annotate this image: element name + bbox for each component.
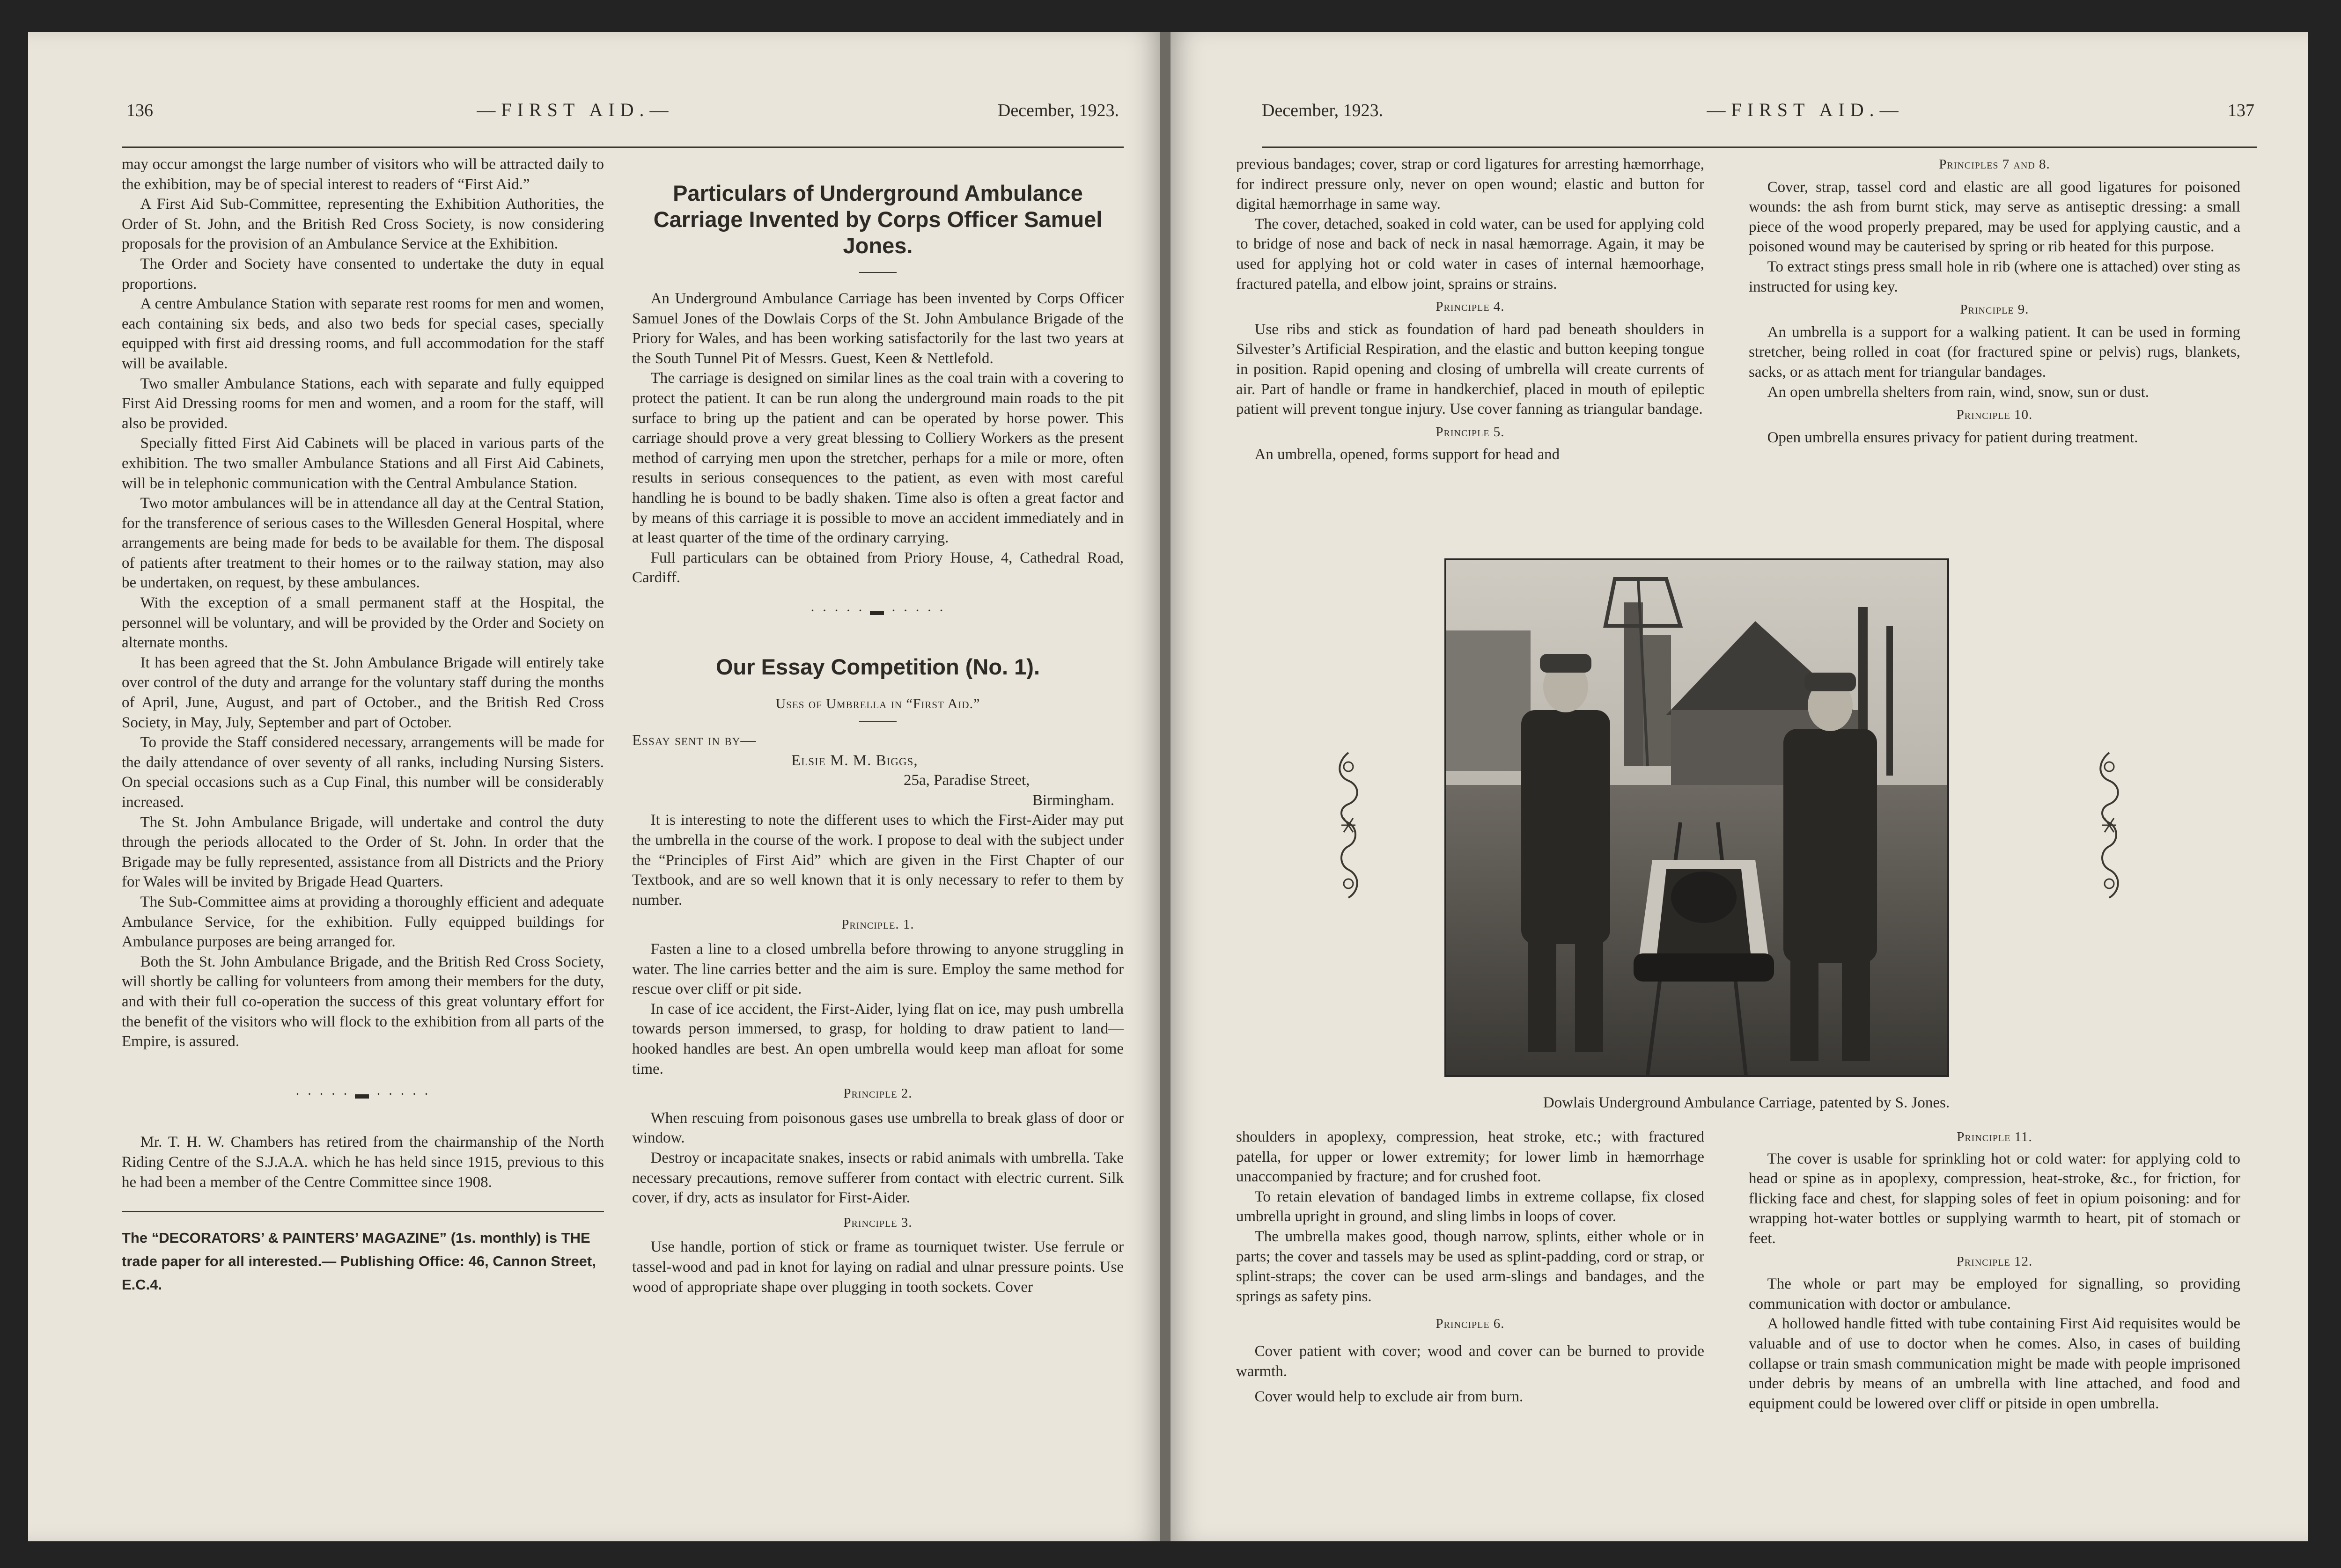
- photo-caption: Dowlais Underground Ambulance Carriage, patented by S. Jones.: [1543, 1094, 1950, 1111]
- principle-heading: Principle 4.: [1436, 299, 1505, 315]
- section-ornament: · · · · · ▬ · · · · ·: [295, 1086, 431, 1102]
- principle-heading: Principle. 1.: [841, 917, 914, 932]
- left-page: [28, 32, 1161, 1541]
- essay-paragraph: To extract stings press small hole in rib (where one is attached) over sting as instructed for using key.: [1749, 258, 2240, 295]
- essay-sent-in-by: Essay sent in by—: [632, 732, 757, 749]
- essay-paragraph: A hollowed handle fitted with tube containing First Aid requisites would be valuable and of use to doctor when he comes. Also, in cases of building collapse or train smash communication might be made with people imprisoned under debris by means of an umbrella with line attached, and food and equipment could be lowered over cliff or pitside in open umbrella.: [1749, 1315, 2240, 1412]
- photo-illustration: [1446, 560, 1947, 1075]
- essay-paragraph: Use ribs and stick as foundation of hard pad beneath shoulders in Silvester’s Artificial Respiration, and the elastic and button keeping tongue in position. Rapid opening and closing of umbrella will create currents of air. Part of handle or frame in handkerchief, placed in mouth of epileptic patient will prevent tongue injury. Use cover fanning as triangular bandage.: [1236, 321, 1704, 418]
- principle-heading: Principle 12.: [1956, 1253, 2033, 1269]
- title-divider: [859, 272, 897, 273]
- paragraph: Both the St. John Ambulance Brigade, and the British Red Cross Society, will shortly be calling for volunteers from among their members for the duty, and with their full co-operation the success of this great voluntary effort for the benefit of the visitors who will flock to the exhibition from all parts of the Empire, is assured.: [122, 953, 604, 1050]
- right-page: [1170, 32, 2308, 1541]
- page-number: 137: [2227, 101, 2254, 120]
- running-title: —FIRST AID.—: [477, 99, 674, 120]
- essay-paragraph: The cover is usable for sprinkling hot or cold water: for applying cold to head or spine as in apoplexy, compression, heat-stroke, &c., for friction, for flicking face and chest, for slapping soles of feet in opium poisoning: and for wrapping hot-water bottles or supplying warmth to heart, pit of stomach or feet.: [1749, 1150, 2240, 1247]
- paragraph: A First Aid Sub-Committee, representing the Exhibition Authorities, the Order of St. John, and the British Red Cross Society, is now considering proposals for the provision of an Ambulance Service at the Exhibition.: [122, 196, 604, 253]
- essay-paragraph: An umbrella is a support for a walking patient. It can be used in forming stretcher, being rolled in coat (for fractured spine or pelvis) rugs, blankets, sacks, or as attach ment for triangular bandages.: [1749, 323, 2240, 381]
- right-top-column-b: [1749, 154, 2240, 447]
- scroll-ornament-left: [1334, 748, 1362, 902]
- essay-paragraph: Open umbrella ensures privacy for patient during treatment.: [1767, 429, 2138, 446]
- principle-heading: Principle 2.: [843, 1086, 913, 1101]
- paragraph: To provide the Staff considered necessary, arrangements will be made for the daily attendance of over seventy of all ranks, including Nursing Sisters. On special occasions such as a Cup Final, this number will be considerably increased.: [122, 734, 604, 811]
- principle-heading: Principle 9.: [1960, 302, 2029, 317]
- essay-paragraph: When rescuing from poisonous gases use umbrella to break glass of door or window.: [632, 1109, 1124, 1147]
- essay-paragraph: The whole or part may be employed for signalling, so providing communication with doctor or ambulance.: [1749, 1275, 2240, 1312]
- principle-heading: Principle 11.: [1957, 1129, 2032, 1144]
- header-rule: [1262, 147, 2257, 148]
- essay-intro: It is interesting to note the different uses to which the First-Aider may put the umbrella in the course of the work. I propose to deal with the subject under the “Principles of First Aid” which are given in the First Chapter of our Textbook, and are so well known that it is only necessary to refer to them by number.: [632, 812, 1124, 909]
- essay-paragraph: shoulders in apoplexy, compression, heat stroke, etc.; with fractured patella, for upper or lower extremity; for lower limb in hæmorrhage unaccompanied by fracture; and for crushed foot.: [1236, 1128, 1704, 1186]
- paragraph: It has been agreed that the St. John Ambulance Brigade will entirely take over control of the duty and arrange for the voluntary staff during the months of April, June, August, and part of October., and the British Red Cross Society, in May, July, September and part of October.: [122, 654, 604, 731]
- essay-author: Elsie M. M. Biggs,: [791, 752, 918, 769]
- essay-paragraph: Destroy or incapacitate snakes, insects or rabid animals with umbrella. Take necessary precautions, remove sufferer from contact with electric current. Silk cover, if dry, acts as insulator for First-Aider.: [632, 1149, 1124, 1207]
- principle-heading: Principles 7 and 8.: [1939, 157, 2050, 172]
- article-paragraph: Full particulars can be obtained from Priory House, 4, Cathedral Road, Cardiff.: [632, 549, 1124, 586]
- essay-paragraph: An open umbrella shelters from rain, wind, snow, sun or dust.: [1767, 383, 2149, 401]
- essay-address-2: Birmingham.: [1032, 791, 1114, 809]
- issue-date: December, 1923.: [1262, 101, 1384, 120]
- essay-paragraph: The cover, detached, soaked in cold water, can be used for applying cold to bridge of nose and back of neck in nasal hæmorrage. Again, it may be used for applying hot or cold water in cases of internal hæmoorhage, fractured patella, and elbow joint, sprains or strains.: [1236, 215, 1704, 293]
- scroll-ornament-right: [2095, 748, 2123, 902]
- paragraph: Two motor ambulances will be in attendance all day at the Central Station, for the transference of serious cases to the Willesden General Hospital, where arrangements are being made for beds to be available for them. The disposal of patients after treatment to their homes or to the railway station, may also be undertaken, on request, by these ambulances.: [122, 495, 604, 592]
- issue-date: December, 1923.: [997, 101, 1119, 120]
- left-page-header: [126, 93, 1119, 121]
- magazine-advert: The “DECORATORS’ & PAINTERS’ MAGAZINE” (1s. monthly) is THE trade paper for all interested.— Publishing Office: 46, Cannon Street, E.C.4.: [122, 1230, 596, 1293]
- essay-subtitle: Uses of Umbrella in “First Aid.”: [775, 696, 980, 711]
- essay-title: Our Essay Competition (No. 1).: [715, 654, 1040, 679]
- essay-paragraph: Use handle, portion of stick or frame as tourniquet twister. Use ferrule or tassel-wood and pad in knot for laying on radial and ulnar pressure points. Use wood of appropriate shape over plugging in tooth sockets. Cover: [632, 1238, 1124, 1296]
- chambers-note: Mr. T. H. W. Chambers has retired from the chairmanship of the North Riding Centre of the S.J.A.A. which he has held since 1915, previous to this he had been a member of the Centre Committee since 1908.: [122, 1134, 604, 1191]
- paragraph: may occur amongst the large number of visitors who will be attracted daily to the exhibition, may be of special interest to readers of “First Aid.”: [122, 156, 604, 193]
- principle-heading: Principle 3.: [843, 1215, 913, 1230]
- ambulance-article-title: Particulars of Underground Ambulance Carriage Invented by Corps Officer Samuel Jones.: [653, 181, 1103, 258]
- article-paragraph: An Underground Ambulance Carriage has been invented by Corps Officer Samuel Jones of the Dowlais Corps of the St. John Ambulance Brigade of the Priory for Wales, and has been working satisfactorily for the last two years at the South Tunnel Pit of Messrs. Guest, Keen & Nettlefold.: [632, 290, 1124, 367]
- principle-heading: Principle 10.: [1956, 407, 2033, 423]
- essay-paragraph: Cover patient with cover; wood and cover can be burned to provide warmth.: [1236, 1342, 1704, 1380]
- essay-address-1: 25a, Paradise Street,: [904, 772, 1030, 789]
- essay-paragraph: Fasten a line to a closed umbrella before throwing to anyone struggling in water. The line carries better and the aim is sure. Employ the same method for rescue over cliff or pit side.: [632, 941, 1124, 998]
- paragraph: With the exception of a small permanent staff at the Hospital, the personnel will be voluntary, and will be provided by the Order and Society on alternate months.: [122, 594, 604, 652]
- right-bottom-column-b: [1749, 1127, 2240, 1414]
- paragraph: Specially fitted First Aid Cabinets will be placed in various parts of the exhibition. The two smaller Ambulance Stations and all First Aid Cabinets, will be in telephonic communication with the Central Ambulance Station.: [122, 435, 604, 492]
- paragraph: The Order and Society have consented to undertake the duty in equal proportions.: [122, 255, 604, 293]
- section-ornament: · · · · · ▬ · · · · ·: [810, 602, 946, 618]
- paragraph: The St. John Ambulance Brigade, will undertake and control the duty through the periods allocated to the Order of St. John. In order that the Brigade may be fully represented, assistance from all Districts and the Priory for Wales will be invited by Brigade Head Quarters.: [122, 813, 604, 891]
- book-gutter: [1160, 32, 1171, 1541]
- essay-paragraph: Cover would help to exclude air from burn.: [1254, 1388, 1524, 1406]
- paragraph: Two smaller Ambulance Stations, each with separate and fully equipped First Aid Dressing rooms for men and women, and a room for the staff, will also be provided.: [122, 375, 604, 432]
- principle-heading: Principle 6.: [1436, 1316, 1505, 1332]
- ambulance-carriage-photo: [1444, 558, 1949, 1077]
- essay-paragraph: An umbrella, opened, forms support for head and: [1254, 446, 1560, 463]
- paragraph: A centre Ambulance Station with separate rest rooms for men and women, each containing six beds, and also two beds for special cases, specially equipped with first aid dressing rooms, and full accommodation for the staff will be available.: [122, 295, 604, 372]
- essay-paragraph: In case of ice accident, the First-Aider, lying flat on ice, may push umbrella towards person immersed, to grasp, for holding to draw patient to land—hooked handles are best. An open umbrella would keep man afloat for some time.: [632, 1000, 1124, 1077]
- header-rule: [122, 147, 1124, 148]
- essay-paragraph: Cover, strap, tassel cord and elastic are all good ligatures for poisoned wounds: the ash from burnt stick, may serve as antiseptic dressing: a small piece of the wood properly prepared, may be used for applying caustic, and a poisoned wound may be cauterised by spring or rib heated for this purpose.: [1749, 178, 2240, 256]
- subtitle-divider: [859, 721, 897, 722]
- paragraph: The Sub-Committee aims at providing a thoroughly efficient and adequate Ambulance Service, for the exhibition. Fully equipped buildings for Ambulance purposes are being arranged for.: [122, 893, 604, 951]
- right-top-column-a: [1236, 154, 1704, 465]
- advert-rule: [122, 1211, 604, 1212]
- right-page-header: [1262, 93, 2254, 121]
- running-title: —FIRST AID.—: [1707, 99, 1904, 120]
- right-bottom-column-a: [1236, 1127, 1704, 1407]
- essay-paragraph: To retain elevation of bandaged limbs in extreme collapse, fix closed umbrella upright in ground, and sling limbs in loops of cover.: [1236, 1188, 1704, 1225]
- principle-heading: Principle 5.: [1436, 424, 1505, 440]
- essay-paragraph: The umbrella makes good, though narrow, splints, either whole or in parts; the cover and tassels may be used as splint-padding, cord or strap, or splint-straps; the cover can be used arm-slings and bandages, and the springs as safety pins.: [1236, 1228, 1704, 1305]
- essay-paragraph: previous bandages; cover, strap or cord ligatures for arresting hæmorrhage, for indirect pressure only, never on open wound; elastic and button for digital hæmorrhage in same way.: [1236, 156, 1704, 213]
- left-column-1: [122, 154, 604, 1297]
- article-paragraph: The carriage is designed on similar lines as the coal train with a covering to protect the patient. It can be run along the underground main roads to the pit surface to bring up the patient and can be operated by horse power. This carriage should prove a very great blessing to Colliery Workers as the present method of carrying men upon the stretcher, perhaps for a mile or more, often results in serious consequences to the patient, as even with most careful handling he is bound to be badly shaken. Time also is often a great factor and by means of this carriage it is possible to move an accident immediately and in at least quarter of the time of the ordinary carrying.: [632, 370, 1124, 547]
- left-column-2: [632, 154, 1124, 1297]
- page-number: 136: [126, 101, 153, 120]
